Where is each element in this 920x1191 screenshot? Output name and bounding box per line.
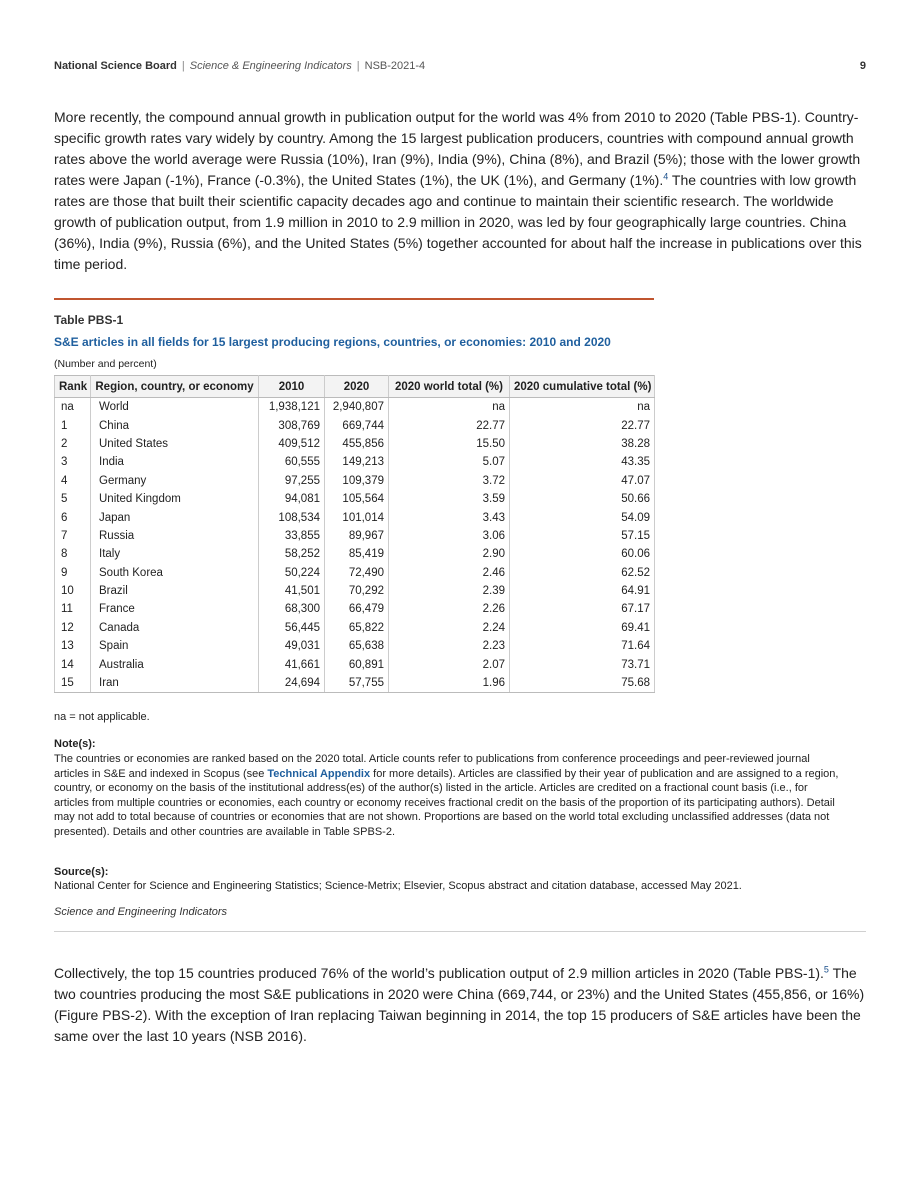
cell-world-total: 3.59 — [389, 490, 510, 508]
header-separator: | — [356, 60, 360, 72]
cell-2010: 49,031 — [259, 637, 325, 655]
table-label: Table PBS-1 — [54, 313, 124, 327]
cell-2010: 41,501 — [259, 582, 325, 600]
cell-rank: 8 — [55, 545, 91, 563]
table-units: (Number and percent) — [54, 358, 157, 370]
cell-rank: 11 — [55, 600, 91, 618]
cell-2020: 60,891 — [325, 655, 389, 673]
cell-rank: 6 — [55, 508, 91, 526]
cell-rank: 15 — [55, 674, 91, 693]
col-header-cumulative-total: 2020 cumulative total (%) — [510, 376, 655, 398]
cell-2020: 2,940,807 — [325, 398, 389, 417]
cell-2020: 57,755 — [325, 674, 389, 693]
cell-rank: 1 — [55, 416, 91, 434]
cell-2010: 409,512 — [259, 435, 325, 453]
cell-2020: 70,292 — [325, 582, 389, 600]
cell-2020: 89,967 — [325, 527, 389, 545]
cell-cumulative-total: 43.35 — [510, 453, 655, 471]
cell-2020: 105,564 — [325, 490, 389, 508]
table-row — [55, 472, 655, 490]
cell-rank: 9 — [55, 564, 91, 582]
cell-region: Brazil — [91, 582, 259, 600]
col-header-region: Region, country, or economy — [91, 376, 259, 398]
notes-text: The countries or economies are ranked based on the 2020 total. Article counts refer to publications from conference proceedings and peer-reviewed journal articles in S&E and indexed in Scopus (see — [54, 753, 810, 780]
cell-cumulative-total: 73.71 — [510, 655, 655, 673]
col-header-world-total: 2020 world total (%) — [389, 376, 510, 398]
cell-region: India — [91, 453, 259, 471]
page-number: 9 — [859, 60, 866, 72]
cell-cumulative-total: 64.91 — [510, 582, 655, 600]
cell-2020: 65,638 — [325, 637, 389, 655]
cell-2010: 68,300 — [259, 600, 325, 618]
cell-2020: 66,479 — [325, 600, 389, 618]
cell-world-total: 2.39 — [389, 582, 510, 600]
cell-2020: 109,379 — [325, 472, 389, 490]
cell-2020: 85,419 — [325, 545, 389, 563]
closing-paragraph — [54, 963, 866, 1047]
cell-2010: 97,255 — [259, 472, 325, 490]
cell-cumulative-total: 62.52 — [510, 564, 655, 582]
cell-rank: 12 — [55, 619, 91, 637]
table-row — [55, 674, 655, 693]
cell-region: Iran — [91, 674, 259, 693]
cell-rank: 10 — [55, 582, 91, 600]
cell-region: Canada — [91, 619, 259, 637]
cell-2020: 455,856 — [325, 435, 389, 453]
cell-world-total: 3.06 — [389, 527, 510, 545]
table-top-rule — [54, 298, 654, 300]
cell-region: Japan — [91, 508, 259, 526]
cell-2010: 58,252 — [259, 545, 325, 563]
cell-region: United Kingdom — [91, 490, 259, 508]
table-row — [55, 398, 655, 417]
cell-region: Russia — [91, 527, 259, 545]
table-row — [55, 545, 655, 563]
cell-rank: 7 — [55, 527, 91, 545]
cell-region: Australia — [91, 655, 259, 673]
cell-world-total: 2.46 — [389, 564, 510, 582]
closing-text-continued: The two countries producing the most S&E publications in 2020 were China (669,744, or 23%) and the United States (455,856, or 16%) (Figure PBS-2). With the exception of Iran replacing Taiwan beginning in 2014, the top 15 producers of S&E articles have been the same over the last 10 years (NSB 2016). — [54, 965, 865, 1044]
cell-region: Italy — [91, 545, 259, 563]
cell-2010: 94,081 — [259, 490, 325, 508]
col-header-2020: 2020 — [325, 376, 389, 398]
cell-rank: 3 — [55, 453, 91, 471]
cell-world-total: 2.23 — [389, 637, 510, 655]
cell-cumulative-total: 60.06 — [510, 545, 655, 563]
cell-world-total: 2.90 — [389, 545, 510, 563]
cell-2010: 56,445 — [259, 619, 325, 637]
cell-2010: 24,694 — [259, 674, 325, 693]
cell-rank: 4 — [55, 472, 91, 490]
table-row — [55, 582, 655, 600]
table-row — [55, 435, 655, 453]
cell-2020: 149,213 — [325, 453, 389, 471]
closing-text: Collectively, the top 15 countries produced 76% of the world’s publication output of 2.9 million articles in 2020 (Table PBS-1). — [54, 965, 824, 981]
source-heading: Source(s): — [54, 866, 109, 878]
table-row — [55, 600, 655, 618]
cell-region: United States — [91, 435, 259, 453]
cell-cumulative-total: 57.15 — [510, 527, 655, 545]
publication-tag: Science and Engineering Indicators — [54, 906, 228, 918]
table-row — [55, 637, 655, 655]
cell-region: World — [91, 398, 259, 417]
cell-world-total: 3.72 — [389, 472, 510, 490]
table-title: S&E articles in all fields for 15 largest producing regions, countries, or economies: 2010 and 2020 — [54, 335, 611, 349]
cell-2020: 72,490 — [325, 564, 389, 582]
table-row — [55, 490, 655, 508]
technical-appendix-link[interactable]: Technical Appendix — [267, 767, 371, 780]
cell-region: Spain — [91, 637, 259, 655]
cell-world-total: 22.77 — [389, 416, 510, 434]
cell-cumulative-total: na — [510, 398, 655, 417]
table-row — [55, 416, 655, 434]
table-row — [55, 564, 655, 582]
cell-cumulative-total: 67.17 — [510, 600, 655, 618]
notes-text-continued: for more details). Articles are classified by their year of publication and are assigned to a region, country, or economy on the basis of the institutional address(es) of the author(s) listed in the article. Articles are credited on a fractional count basis (i.e., for articles from multiple countries or economies, each country or economy receives fractional credit on the basis of the proportion of its participating authors). Detail may not add to total because of countries or economies that are not shown. Proportions are based on the world total excluding unclassified addresses (data not presented). Details and other countries are available in Table SPBS-2. — [54, 767, 839, 838]
cell-rank: na — [55, 398, 91, 417]
cell-rank: 13 — [55, 637, 91, 655]
cell-region: Germany — [91, 472, 259, 490]
cell-cumulative-total: 38.28 — [510, 435, 655, 453]
cell-world-total: 15.50 — [389, 435, 510, 453]
cell-cumulative-total: 69.41 — [510, 619, 655, 637]
cell-region: China — [91, 416, 259, 434]
cell-2010: 108,534 — [259, 508, 325, 526]
cell-world-total: 5.07 — [389, 453, 510, 471]
cell-world-total: 3.43 — [389, 508, 510, 526]
cell-cumulative-total: 22.77 — [510, 416, 655, 434]
cell-2010: 308,769 — [259, 416, 325, 434]
notes-heading: Note(s): — [54, 738, 96, 750]
cell-2010: 33,855 — [259, 527, 325, 545]
table-bottom-rule — [54, 931, 866, 932]
cell-2020: 101,014 — [325, 508, 389, 526]
intro-text: More recently, the compound annual growth in publication output for the world was 4% from 2010 to 2020 (Table PBS-1). Country-specific growth rates vary widely by country. Among the 15 largest publication producers, countries with compound annual growth rates above the world average were Russia (10%), Iran (9%), India (9%), China (8%), and Brazil (5%); those with the lower growth rates were Japan (-1%), France (-0.3%), the United States (1%), the UK (1%), and Germany (1%). — [54, 109, 861, 188]
cell-world-total: 2.07 — [389, 655, 510, 673]
table-row — [55, 619, 655, 637]
footnote-link-5[interactable]: 5 — [823, 964, 829, 975]
cell-cumulative-total: 50.66 — [510, 490, 655, 508]
na-note: na = not applicable. — [54, 711, 150, 723]
cell-world-total: 2.24 — [389, 619, 510, 637]
header-organization: National Science Board — [54, 60, 177, 72]
cell-region: South Korea — [91, 564, 259, 582]
intro-paragraph — [54, 107, 866, 275]
footnote-link-4[interactable]: 4 — [663, 171, 669, 182]
header-publication: Science & Engineering Indicators — [189, 60, 352, 72]
col-header-rank: Rank — [55, 376, 91, 398]
running-header — [54, 60, 866, 76]
header-report-number: NSB-2021-4 — [364, 60, 426, 72]
cell-rank: 14 — [55, 655, 91, 673]
cell-cumulative-total: 47.07 — [510, 472, 655, 490]
header-separator: | — [181, 60, 185, 72]
cell-cumulative-total: 54.09 — [510, 508, 655, 526]
cell-rank: 5 — [55, 490, 91, 508]
table-row — [55, 655, 655, 673]
cell-cumulative-total: 71.64 — [510, 637, 655, 655]
cell-region: France — [91, 600, 259, 618]
table-row — [55, 508, 655, 526]
cell-2020: 65,822 — [325, 619, 389, 637]
notes-body — [54, 752, 844, 839]
table-header-row — [55, 376, 655, 398]
cell-cumulative-total: 75.68 — [510, 674, 655, 693]
cell-2010: 50,224 — [259, 564, 325, 582]
cell-2010: 1,938,121 — [259, 398, 325, 417]
data-table — [54, 375, 655, 693]
col-header-2010: 2010 — [259, 376, 325, 398]
cell-rank: 2 — [55, 435, 91, 453]
cell-world-total: 1.96 — [389, 674, 510, 693]
table-row — [55, 453, 655, 471]
cell-2010: 60,555 — [259, 453, 325, 471]
cell-2020: 669,744 — [325, 416, 389, 434]
table-row — [55, 527, 655, 545]
cell-2010: 41,661 — [259, 655, 325, 673]
intro-text-continued: The countries with low growth rates are those that built their scientific capacity decades ago and continue to maintain their scientific research. The worldwide growth of publication output, from 1.9 million in 2010 to 2.9 million in 2020, was led by four geographically large countries. China (36%), India (9%), Russia (6%), and the United States (5%) together accounted for about half the increase in publications over this time period. — [54, 172, 862, 272]
cell-world-total: na — [389, 398, 510, 417]
source-text: National Center for Science and Engineering Statistics; Science-Metrix; Elsevier, Scopus abstract and citation database, accessed May 2021. — [54, 880, 742, 892]
cell-world-total: 2.26 — [389, 600, 510, 618]
